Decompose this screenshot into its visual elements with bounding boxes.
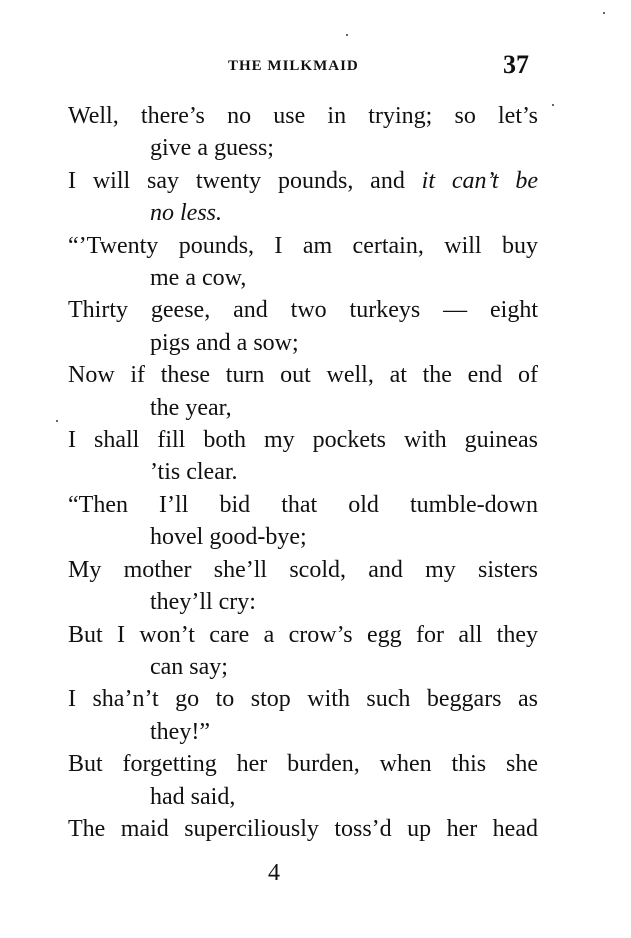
verse-text: me a cow, [150, 265, 247, 292]
verse-line [68, 359, 538, 391]
verse-text: they’ll cry: [150, 589, 256, 616]
verse-text: The maid superciliously toss’d up her head [68, 815, 538, 842]
print-speck [346, 34, 348, 36]
print-speck [603, 12, 605, 14]
verse-text: But I won’t care a crow’s egg for all they [68, 621, 538, 648]
verse-text: My mother she’ll scold, and my sisters [68, 556, 538, 583]
verse-line [68, 489, 538, 521]
verse-line-continuation [68, 651, 538, 683]
verse-text: “Then I’ll bid that old tumble-down [68, 491, 538, 518]
verse-text: I shall fill both my pockets with guineas [68, 427, 538, 454]
verse-line [68, 294, 538, 326]
verse-line-continuation [68, 392, 538, 424]
verse-line-continuation [68, 521, 538, 553]
verse-text: the year, [150, 394, 232, 421]
verse-line-continuation [68, 716, 538, 748]
verse-line [68, 619, 538, 651]
verse-text: ’tis clear. [150, 459, 238, 486]
verse-text: I sha’n’t go to stop with such beggars as [68, 686, 538, 713]
verse-text: Now if these turn out well, at the end of [68, 362, 538, 389]
verse-line-continuation [68, 456, 538, 488]
verse-text: pigs and a sow; [150, 329, 299, 356]
verse-line-continuation [68, 327, 538, 359]
verse-line-continuation [68, 586, 538, 618]
verse-line [68, 554, 538, 586]
verse-text: had said, [150, 783, 236, 810]
verse-text: Well, there’s no use in trying; so let’s [68, 103, 538, 129]
verse-text: they!” [150, 718, 210, 745]
verse-text: Thirty geese, and two turkeys — eight [68, 297, 538, 324]
verse-text: can say; [150, 653, 228, 680]
page-number: 37 [503, 50, 529, 79]
verse-line [68, 748, 538, 780]
verse-line [68, 230, 538, 262]
print-speck [56, 420, 58, 422]
verse-line-continuation [68, 197, 538, 229]
print-speck [552, 104, 554, 106]
verse-text-italic: it can’t be [421, 167, 538, 194]
verse-text-italic: no less. [150, 200, 222, 227]
verse-line [68, 424, 538, 456]
verse-line [68, 165, 538, 197]
verse-text: I will say twenty pounds, and [68, 167, 422, 194]
verse-line-continuation [68, 781, 538, 813]
verse-text: hovel good-bye; [150, 524, 307, 551]
verse-text: give a guess; [150, 135, 274, 162]
poem-text [68, 100, 538, 845]
signature-mark: 4 [268, 860, 280, 886]
verse-line [68, 813, 538, 845]
verse-line-continuation [68, 262, 538, 294]
verse-line [68, 683, 538, 715]
verse-text: But forgetting her burden, when this she [68, 751, 538, 778]
verse-line-continuation [68, 132, 538, 164]
verse-line [68, 100, 538, 132]
verse-text: “’Twenty pounds, I am certain, will buy [68, 232, 538, 259]
running-title: THE MILKMAID [228, 58, 359, 74]
